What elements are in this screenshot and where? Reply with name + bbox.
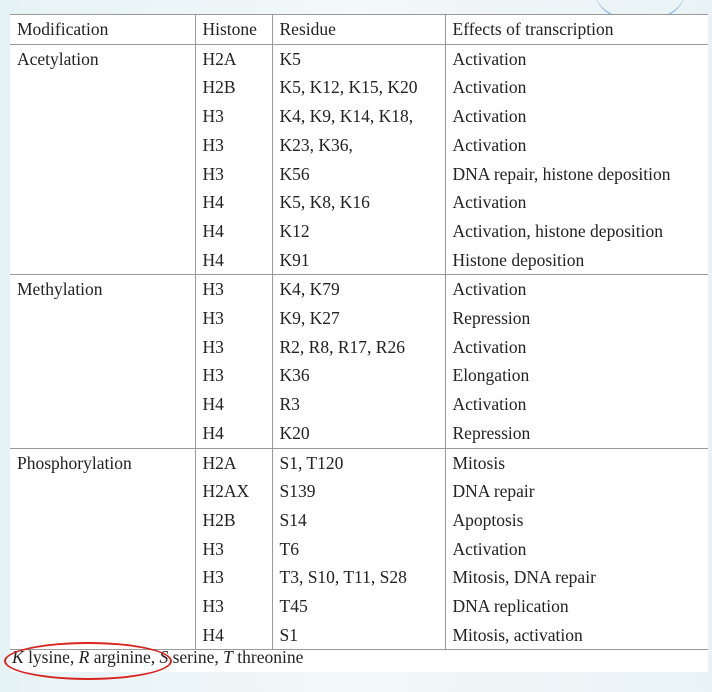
modification-cell <box>10 131 195 160</box>
header-effects: Effects of transcription <box>445 15 708 45</box>
histone-cell: H3 <box>195 304 272 333</box>
histone-cell: H4 <box>195 246 272 275</box>
footnote-meaning-s: serine, <box>168 647 224 667</box>
histone-cell: H4 <box>195 390 272 419</box>
histone-cell: H2B <box>195 73 272 102</box>
effect-cell: DNA repair <box>445 477 708 506</box>
residue-cell: S14 <box>272 506 445 535</box>
modification-cell <box>10 102 195 131</box>
histone-cell: H2A <box>195 448 272 477</box>
residue-cell: K9, K27 <box>272 304 445 333</box>
footnote-abbr-s: S <box>159 647 169 667</box>
residue-cell: T3, S10, T11, S28 <box>272 563 445 592</box>
histone-cell: H4 <box>195 621 272 650</box>
table-row <box>10 390 708 419</box>
table-row <box>10 361 708 390</box>
modification-cell <box>10 563 195 592</box>
residue-cell: S1 <box>272 621 445 650</box>
table-row <box>10 102 708 131</box>
residue-cell: S1, T120 <box>272 448 445 477</box>
modification-cell <box>10 535 195 564</box>
effect-cell: Repression <box>445 419 708 448</box>
modification-cell <box>10 477 195 506</box>
effect-cell: Histone deposition <box>445 246 708 275</box>
histone-cell: H3 <box>195 102 272 131</box>
effect-cell: Repression <box>445 304 708 333</box>
table-row <box>10 563 708 592</box>
modification-cell <box>10 217 195 246</box>
modification-cell <box>10 592 195 621</box>
table-row <box>10 448 708 477</box>
table-row <box>10 477 708 506</box>
table-row <box>10 506 708 535</box>
effect-cell: Activation <box>445 535 708 564</box>
table-row <box>10 592 708 621</box>
footnote-meaning-r: arginine, <box>89 647 160 667</box>
effect-cell: DNA replication <box>445 592 708 621</box>
histone-cell: H2B <box>195 506 272 535</box>
effect-cell: Activation <box>445 131 708 160</box>
residue-cell: T6 <box>272 535 445 564</box>
residue-cell: K5, K8, K16 <box>272 188 445 217</box>
table-row <box>10 333 708 362</box>
histone-cell: H3 <box>195 592 272 621</box>
table-body <box>10 44 708 650</box>
residue-cell: R3 <box>272 390 445 419</box>
footnote-meaning-t: threonine <box>232 647 304 667</box>
modification-cell <box>10 506 195 535</box>
table-row <box>10 73 708 102</box>
red-highlight-ellipse <box>4 642 172 680</box>
table-row <box>10 160 708 189</box>
histone-modification-table <box>10 14 708 650</box>
table-row <box>10 188 708 217</box>
effect-cell: Mitosis, activation <box>445 621 708 650</box>
residue-cell: K36 <box>272 361 445 390</box>
footnote-abbr-r: R <box>78 647 90 667</box>
histone-cell: H4 <box>195 419 272 448</box>
effect-cell: Apoptosis <box>445 506 708 535</box>
table-row <box>10 131 708 160</box>
footnote-abbr-t: T <box>223 647 233 667</box>
table-row <box>10 535 708 564</box>
effect-cell: Activation <box>445 333 708 362</box>
effect-cell: Activation <box>445 73 708 102</box>
header-residue: Residue <box>272 15 445 45</box>
table-row <box>10 217 708 246</box>
histone-cell: H3 <box>195 160 272 189</box>
table-row <box>10 44 708 73</box>
effect-cell: Activation, histone deposition <box>445 217 708 246</box>
modification-cell <box>10 73 195 102</box>
histone-cell: H3 <box>195 275 272 304</box>
modification-cell: Methylation <box>17 279 103 300</box>
header-modification: Modification <box>10 15 195 45</box>
modification-cell <box>10 390 195 419</box>
modification-cell: Acetylation <box>17 48 99 69</box>
effect-cell: Activation <box>445 44 708 73</box>
effect-cell: Activation <box>445 275 708 304</box>
residue-cell: K20 <box>272 419 445 448</box>
residue-cell: R2, R8, R17, R26 <box>272 333 445 362</box>
histone-cell: H4 <box>195 217 272 246</box>
effect-cell: DNA repair, histone deposition <box>445 160 708 189</box>
table-row <box>10 246 708 275</box>
effect-cell: Activation <box>445 102 708 131</box>
modification-cell <box>10 188 195 217</box>
residue-cell: K5, K12, K15, K20 <box>272 73 445 102</box>
residue-cell: K4, K9, K14, K18, <box>272 102 445 131</box>
modification-cell <box>10 246 195 275</box>
modification-cell <box>10 160 195 189</box>
modification-cell: Phosphorylation <box>17 452 132 473</box>
modification-cell <box>10 304 195 333</box>
histone-cell: H3 <box>195 361 272 390</box>
modification-cell <box>10 419 195 448</box>
histone-cell: H4 <box>195 188 272 217</box>
modification-cell <box>10 333 195 362</box>
histone-cell: H3 <box>195 131 272 160</box>
table-header-row <box>10 15 708 45</box>
table-row <box>10 304 708 333</box>
histone-cell: H2A <box>195 44 272 73</box>
residue-cell: K91 <box>272 246 445 275</box>
effect-cell: Activation <box>445 188 708 217</box>
residue-cell: K12 <box>272 217 445 246</box>
histone-cell: H3 <box>195 563 272 592</box>
residue-cell: K4, K79 <box>272 275 445 304</box>
effect-cell: Elongation <box>445 361 708 390</box>
histone-cell: H2AX <box>195 477 272 506</box>
modification-cell <box>10 361 195 390</box>
header-histone: Histone <box>195 15 272 45</box>
table-row <box>10 419 708 448</box>
histone-cell: H3 <box>195 333 272 362</box>
effect-cell: Activation <box>445 390 708 419</box>
residue-cell: S139 <box>272 477 445 506</box>
residue-cell: K23, K36, <box>272 131 445 160</box>
histone-cell: H3 <box>195 535 272 564</box>
footnote-abbr-k: K <box>12 647 24 667</box>
effect-cell: Mitosis, DNA repair <box>445 563 708 592</box>
effect-cell: Mitosis <box>445 448 708 477</box>
residue-cell: K5 <box>272 44 445 73</box>
residue-cell: K56 <box>272 160 445 189</box>
residue-cell: T45 <box>272 592 445 621</box>
footnote-meaning-k: lysine, <box>23 647 79 667</box>
table-row <box>10 275 708 304</box>
